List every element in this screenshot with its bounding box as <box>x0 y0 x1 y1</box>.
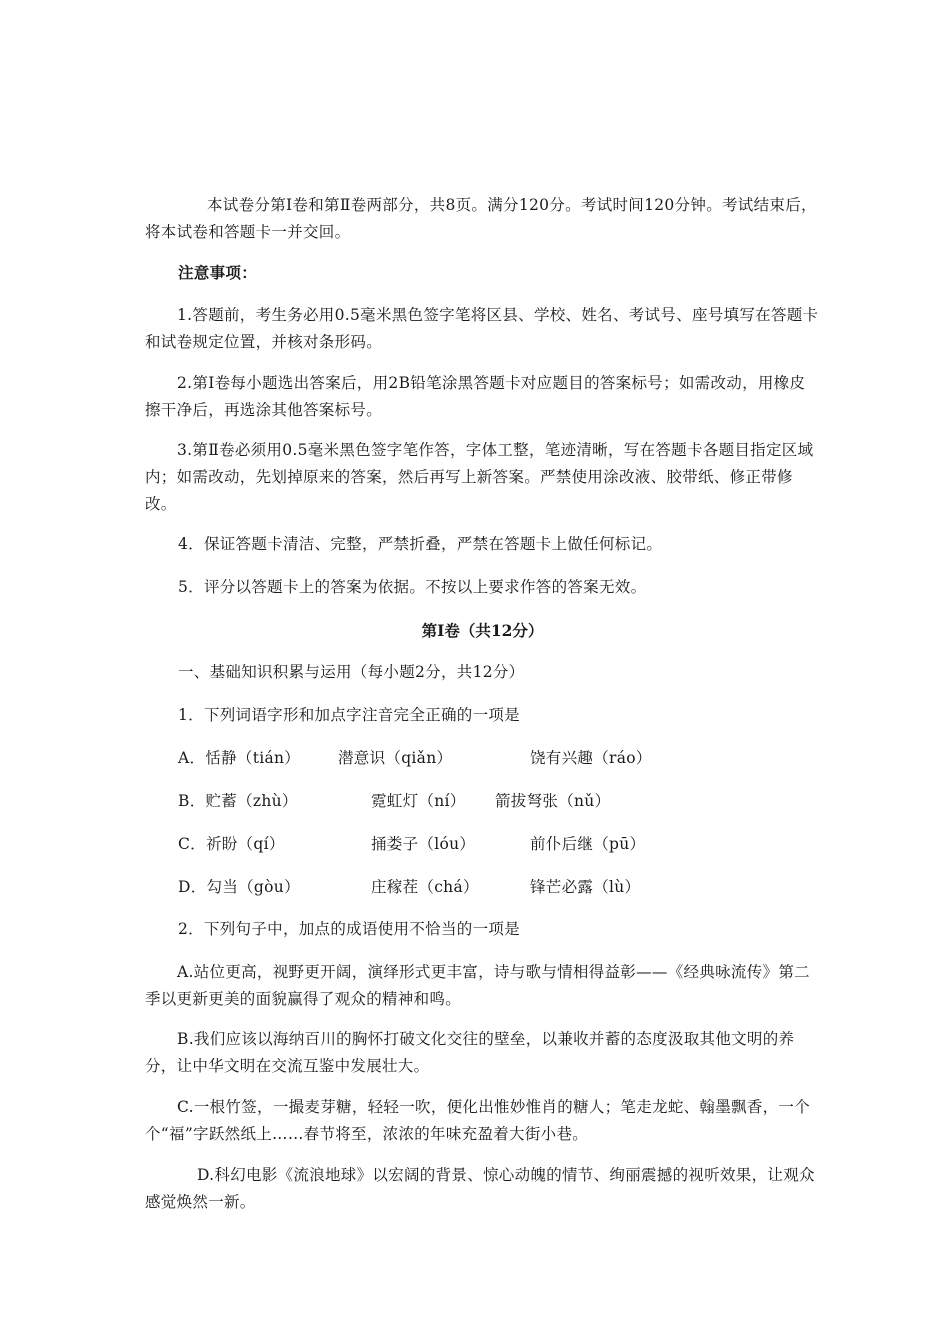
option-c-word-1: C．祈盼（qí） <box>178 835 285 853</box>
question-2-option-c: C.一根竹签，一撮麦芽糖，轻轻一吹，便化出惟妙惟肖的糖人；笔走龙蛇、翰墨飘香，一个个“福”字跃然纸上……春节将至，浓浓的年味充盈着大街小巷。 <box>145 1098 811 1143</box>
option-b-word-3: 箭拔弩张（nǔ） <box>495 792 611 810</box>
question-2-option-a: A.站位更高，视野更开阔，演绎形式更丰富，诗与歌与情相得益彰——《经典咏流传》第二季以更新更美的面貌赢得了观众的精神和鸣。 <box>145 963 810 1008</box>
option-a-word-3: 饶有兴趣（ráo） <box>530 749 652 767</box>
option-d-word-1: D．勾当（gòu） <box>178 878 300 896</box>
option-c-word-2: 捅娄子（lóu） <box>371 835 476 853</box>
question-1-stem: 1．下列词语字形和加点字注音完全正确的一项是 <box>178 706 520 724</box>
notice-item-1: 1.答题前，考生务必用0.5毫米黑色签字笔将区县、学校、姓名、考试号、座号填写在答题卡和试卷规定位置，并核对条形码。 <box>145 306 819 351</box>
option-a-word-1: A．恬静（tián） <box>178 749 301 767</box>
option-b-word-1: B．贮蓄（zhù） <box>178 792 298 810</box>
question-2-option-b: B.我们应该以海纳百川的胸怀打破文化交往的壁垒，以兼收并蓄的态度汲取其他文明的养分，让中华文明在交流互鉴中发展壮大。 <box>145 1030 795 1075</box>
question-2-stem: 2．下列句子中，加点的成语使用不恰当的一项是 <box>178 920 520 938</box>
option-d-word-2: 庄稼茬（chá） <box>371 878 479 896</box>
notice-title: 注意事项： <box>178 263 258 282</box>
option-b-word-2: 霓虹灯（ní） <box>371 792 466 810</box>
notice-item-5: 5．评分以答题卡上的答案为依据。不按以上要求作答的答案无效。 <box>178 578 647 596</box>
part-title: 一、基础知识积累与运用（每小题2分，共12分） <box>178 663 525 681</box>
option-d-word-3: 锋芒必露（lù） <box>530 878 641 896</box>
section-title: 第Ⅰ卷（共12分） <box>421 621 544 640</box>
notice-item-4: 4．保证答题卡清洁、完整，严禁折叠，严禁在答题卡上做任何标记。 <box>178 535 663 553</box>
notice-item-3: 3.第Ⅱ卷必须用0.5毫米黑色签字笔作答，字体工整，笔迹清晰，写在答题卡各题目指定区域内；如需改动，先划掉原来的答案，然后再写上新答案。严禁使用涂改液、胶带纸、修正带修改。 <box>145 441 814 513</box>
notice-item-2: 2.第Ⅰ卷每小题选出答案后，用2B铅笔涂黑答题卡对应题目的答案标号；如需改动，用橡皮擦干净后，再选涂其他答案标号。 <box>145 374 806 419</box>
intro-paragraph: 本试卷分第Ⅰ卷和第Ⅱ卷两部分，共8页。满分120分。考试时间120分钟。考试结束后，将本试卷和答题卡一并交回。 <box>145 196 817 241</box>
option-c-word-3: 前仆后继（pū） <box>530 835 646 853</box>
option-a-word-2: 潜意识（qiǎn） <box>338 749 453 767</box>
question-2-option-d: D.科幻电影《流浪地球》以宏阔的背景、惊心动魄的情节、绚丽震撼的视听效果，让观众感觉焕然一新。 <box>145 1166 815 1211</box>
